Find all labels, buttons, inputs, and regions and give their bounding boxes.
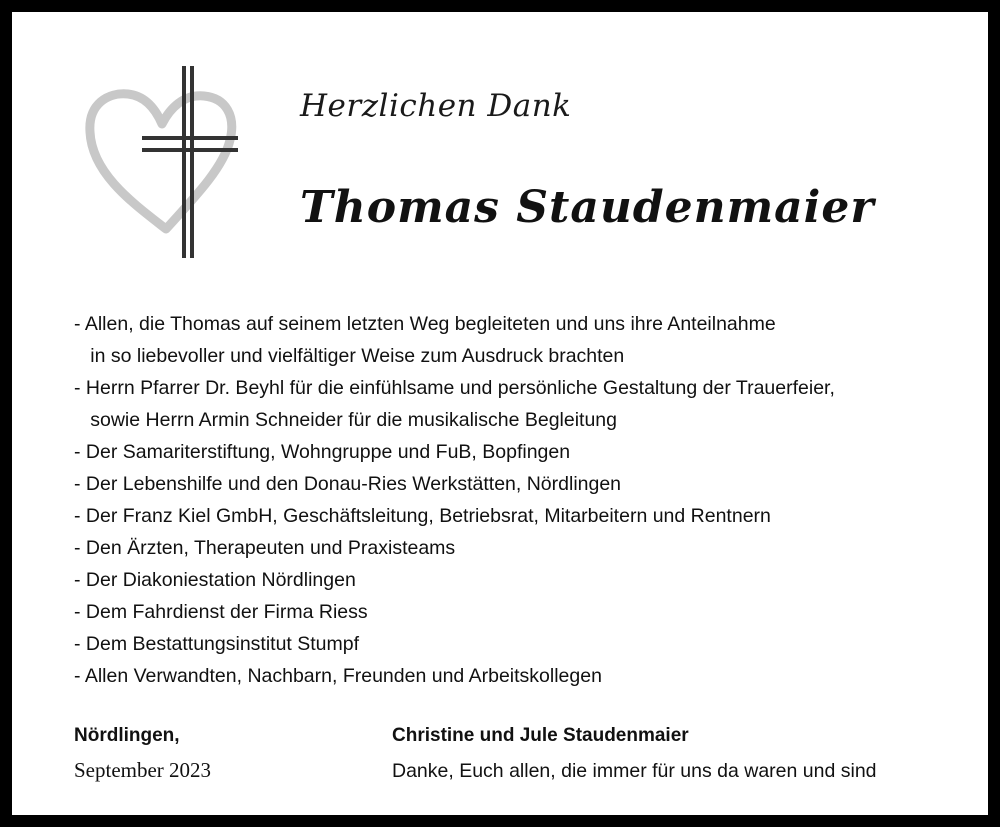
list-item: - Der Diakoniestation Nördlingen — [74, 569, 356, 591]
list-item: - Allen, die Thomas auf seinem letzten Weg begleiteten und uns ihre Anteilnahme — [74, 313, 776, 335]
list-item: - Der Lebenshilfe und den Donau-Ries Werkstätten, Nördlingen — [74, 473, 622, 495]
list-item: in so liebevoller und vielfältiger Weise zum Ausdruck brachten — [74, 345, 625, 367]
list-item: - Herrn Pfarrer Dr. Beyhl für die einfühlsame und persönliche Gestaltung der Trauerfeier, — [74, 377, 835, 399]
list-item: sowie Herrn Armin Schneider für die musikalische Begleitung — [74, 409, 618, 431]
heart-cross-icon — [74, 54, 244, 264]
date-label: September 2023 — [74, 758, 212, 782]
closing-line: Danke, Euch allen, die immer für uns da waren und sind — [392, 760, 877, 782]
list-item: - Allen Verwandten, Nachbarn, Freunden und Arbeitskollegen — [74, 665, 602, 687]
deceased-name: Thomas Staudenmaier — [300, 182, 875, 233]
notice-heading: Herzlichen Dank — [300, 88, 572, 124]
thanks-list — [74, 308, 954, 692]
list-item: - Dem Bestattungsinstitut Stumpf — [74, 633, 360, 655]
list-item: - Der Franz Kiel GmbH, Geschäftsleitung, Betriebsrat, Mitarbeitern und Rentnern — [74, 505, 771, 527]
place-label: Nördlingen, — [74, 725, 180, 746]
signers-label: Christine und Jule Staudenmaier — [392, 725, 689, 746]
list-item: - Den Ärzten, Therapeuten und Praxisteams — [74, 537, 456, 559]
list-item: - Der Samariterstiftung, Wohngruppe und FuB, Bopfingen — [74, 441, 571, 463]
list-item: - Dem Fahrdienst der Firma Riess — [74, 601, 368, 623]
